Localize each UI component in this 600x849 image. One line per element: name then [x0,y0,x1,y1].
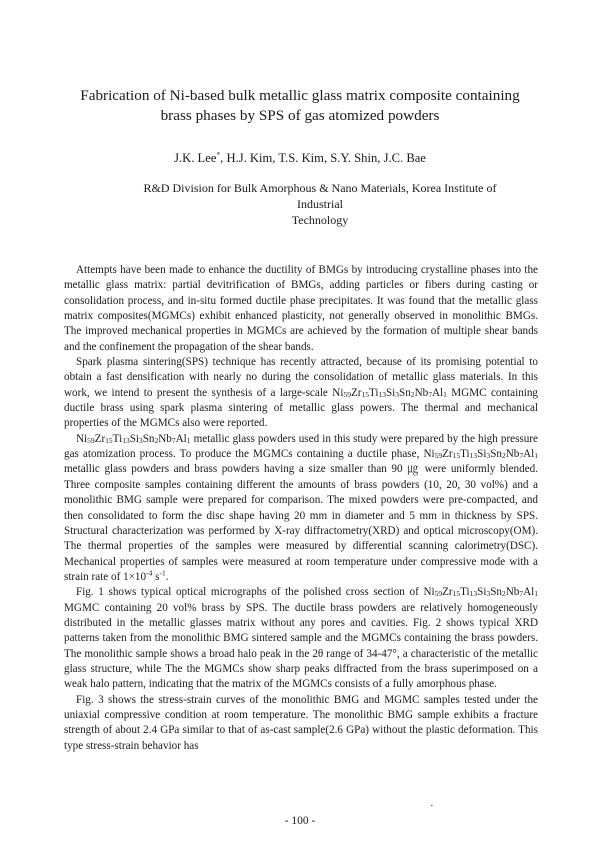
element-nb: Nb [505,586,520,599]
element-sn: Sn [399,386,411,399]
element-nb: Nb [414,386,429,399]
subscript-si: 3 [486,589,491,599]
paragraph-5: Fig. 3 shows the stress-strain curves of the monolithic BMG and MGMC samples tested under the uniaxial compressive condition at room temperature. The monolithic BMG sample exhibits a fracture strength of about 2.4 GPa similar to that of as-cast sample(2.6 GPa) without the plastic deformation. This type stress-strain behavior has [64,693,538,752]
subscript-nb: 7 [519,589,524,599]
element-ti: Ti [112,432,123,445]
exponent-unit: -1 [159,568,166,578]
element-al: Al [431,386,444,399]
co-authors: , H.J. Kim, T.S. Kim, S.Y. Shin, J.C. Bae [220,151,426,165]
subscript-al: 1 [534,451,538,461]
element-ti: Ti [460,586,470,599]
paragraph-1: Attempts have been made to enhance the ductility of BMGs by introducing crystalline phases into the metallic glass matrix: partial devitrification of BMGs, adding particles or fibers during casting or consolidation process, and in-situ formed ductile phase precipitates. It was found that the metallic glass matrix composites(MGMCs) exhibit enhanced plasticity, not generally observed in monolithic BMGs. The improved mechanical properties in MGMCs are achieved by the formation of multiple shear bands and the confinement the propagation of the shear bands. [64,264,538,353]
subscript-al: 1 [534,589,538,599]
corresponding-mark: * [216,149,221,159]
page-number: - 100 - [284,815,316,827]
affiliation-line-2: Technology [291,213,349,227]
corresponding-author: J.K. Lee [174,151,217,165]
paragraph-3-text-d: were uniformly blended. Three composite samples containing different the amounts of brass powders (10, 20, 30 vol%) and a monolithic BMG sample were prepared for comparison. The mixed powders were pre-compacted, and then consolidated to form the disc shape having 20 mm in diameter and 5 mm in thickness by SPS. Structural characterization was performed by X-ray diffractometry(XRD) and optical microscopy(OM). The thermal properties of the samples were measured by differential scanning calorimetry(DSC). Mechanical properties of samples were measured at room temperature under compressive mode with a strain rate of 1×10 [64,463,538,583]
unit-s: s [152,570,160,583]
element-zr: Zr [350,386,362,399]
subscript-ti: 13 [469,451,478,461]
element-si: Si [477,586,487,599]
subscript-si: 3 [138,435,143,445]
subscript-si: 3 [486,451,491,461]
alloy-formula [332,387,447,399]
subscript-sn: 2 [501,589,506,599]
paragraph-2 [64,355,538,432]
element-nb: Nb [158,432,172,445]
paragraph-3-text-b: metallic glass powders used in this study were prepared by the high pressure gas atomization process. To produce the MGMCs containing a ductile phase, [64,432,538,461]
element-sn: Sn [490,586,502,599]
element-sn: Sn [142,432,155,445]
paragraph-3-text-c: metallic glass powders and brass powders having a size smaller than 90 [64,463,408,476]
stray-mark: · [430,800,434,812]
micrometer-unit: ㎍ [407,463,421,476]
subscript-ni: 59 [87,435,95,445]
subscript-zr: 15 [361,389,369,399]
affiliation [120,180,520,228]
subscript-nb: 7 [171,435,176,445]
subscript-zr: 15 [452,589,461,599]
subscript-ni: 59 [434,589,443,599]
element-zr: Zr [94,432,106,445]
paper-title [40,86,560,126]
paragraph-4 [64,585,538,692]
subscript-sn: 2 [154,435,159,445]
subscript-ti: 13 [378,389,386,399]
element-al: Al [175,432,187,445]
subscript-nb: 7 [428,389,432,399]
subscript-al: 1 [443,389,447,399]
element-ni: Ni [423,448,435,461]
element-al: Al [523,448,535,461]
alloy-formula [423,586,538,598]
abstract-body [64,263,538,754]
paragraph-3 [64,432,538,585]
subscript-al: 1 [186,435,191,445]
subscript-nb: 7 [519,451,524,461]
subscript-sn: 2 [501,451,506,461]
paragraph-4-text-b: MGMC containing 20 vol% brass by SPS. The ductile brass powders are relatively homogeneously distributed in the metallic glasses matrix without any pores and cavities. Fig. 2 shows typical XRD patterns taken from the monolithic BMG sintered sample and the MGMCs containing the brass powders. The monolithic sample shows a broad halo peak in the 2θ range of 34-47°, a characteristic of the metallic glass structure, while The the MGMCs show sharp peaks diffracted from the brass superimposed on a weak halo pattern, indicating that the matrix of the MGMCs consists of a fully amorphous phase. [64,601,538,691]
element-ni: Ni [76,432,88,445]
subscript-ni: 59 [343,389,351,399]
element-ni: Ni [423,586,435,599]
element-zr: Zr [442,586,453,599]
element-al: Al [523,586,535,599]
element-nb: Nb [505,448,520,461]
subscript-ni: 59 [434,451,443,461]
paragraph-2-text-a: Spark plasma sintering(SPS) technique has recently attracted, because of its promising potential to obtain a fast densification with nearly no during the consolidation of metallic glass materials. In this work, we intend to present the synthesis of a large-scale [64,356,538,399]
subscript-sn: 2 [410,389,415,399]
affiliation-line-1: R&D Division for Bulk Amorphous & Nano Materials, Korea Institute of Industrial [143,181,497,211]
element-zr: Zr [442,448,453,461]
alloy-formula [423,448,538,460]
subscript-si: 3 [395,389,400,399]
paragraph-2-text-b: MGMC containing ductile brass using spark plasma sintering of metallic glass powers. The thermal and mechanical properties of the MGMCs also were reported. [64,386,538,430]
subscript-zr: 15 [452,451,461,461]
element-si: Si [477,448,487,461]
paragraph-3-end: . [165,570,169,583]
alloy-formula [76,433,191,445]
element-si: Si [129,432,139,445]
author-list [40,150,560,166]
element-ni: Ni [332,386,344,399]
title-line-2: brass phases by SPS of gas atomized powders [160,107,440,124]
element-ti: Ti [368,386,379,399]
paragraph-4-text-a: Fig. 1 shows typical optical micrographs of the polished cross section of [76,586,424,599]
title-line-1: Fabrication of Ni-based bulk metallic glass matrix composite containing [80,87,520,104]
element-ti: Ti [460,448,470,461]
subscript-zr: 15 [105,435,113,445]
subscript-ti: 13 [469,589,478,599]
element-sn: Sn [490,448,502,461]
subscript-ti: 13 [122,435,130,445]
exponent-strain: -4 [146,568,153,578]
element-si: Si [385,386,396,399]
